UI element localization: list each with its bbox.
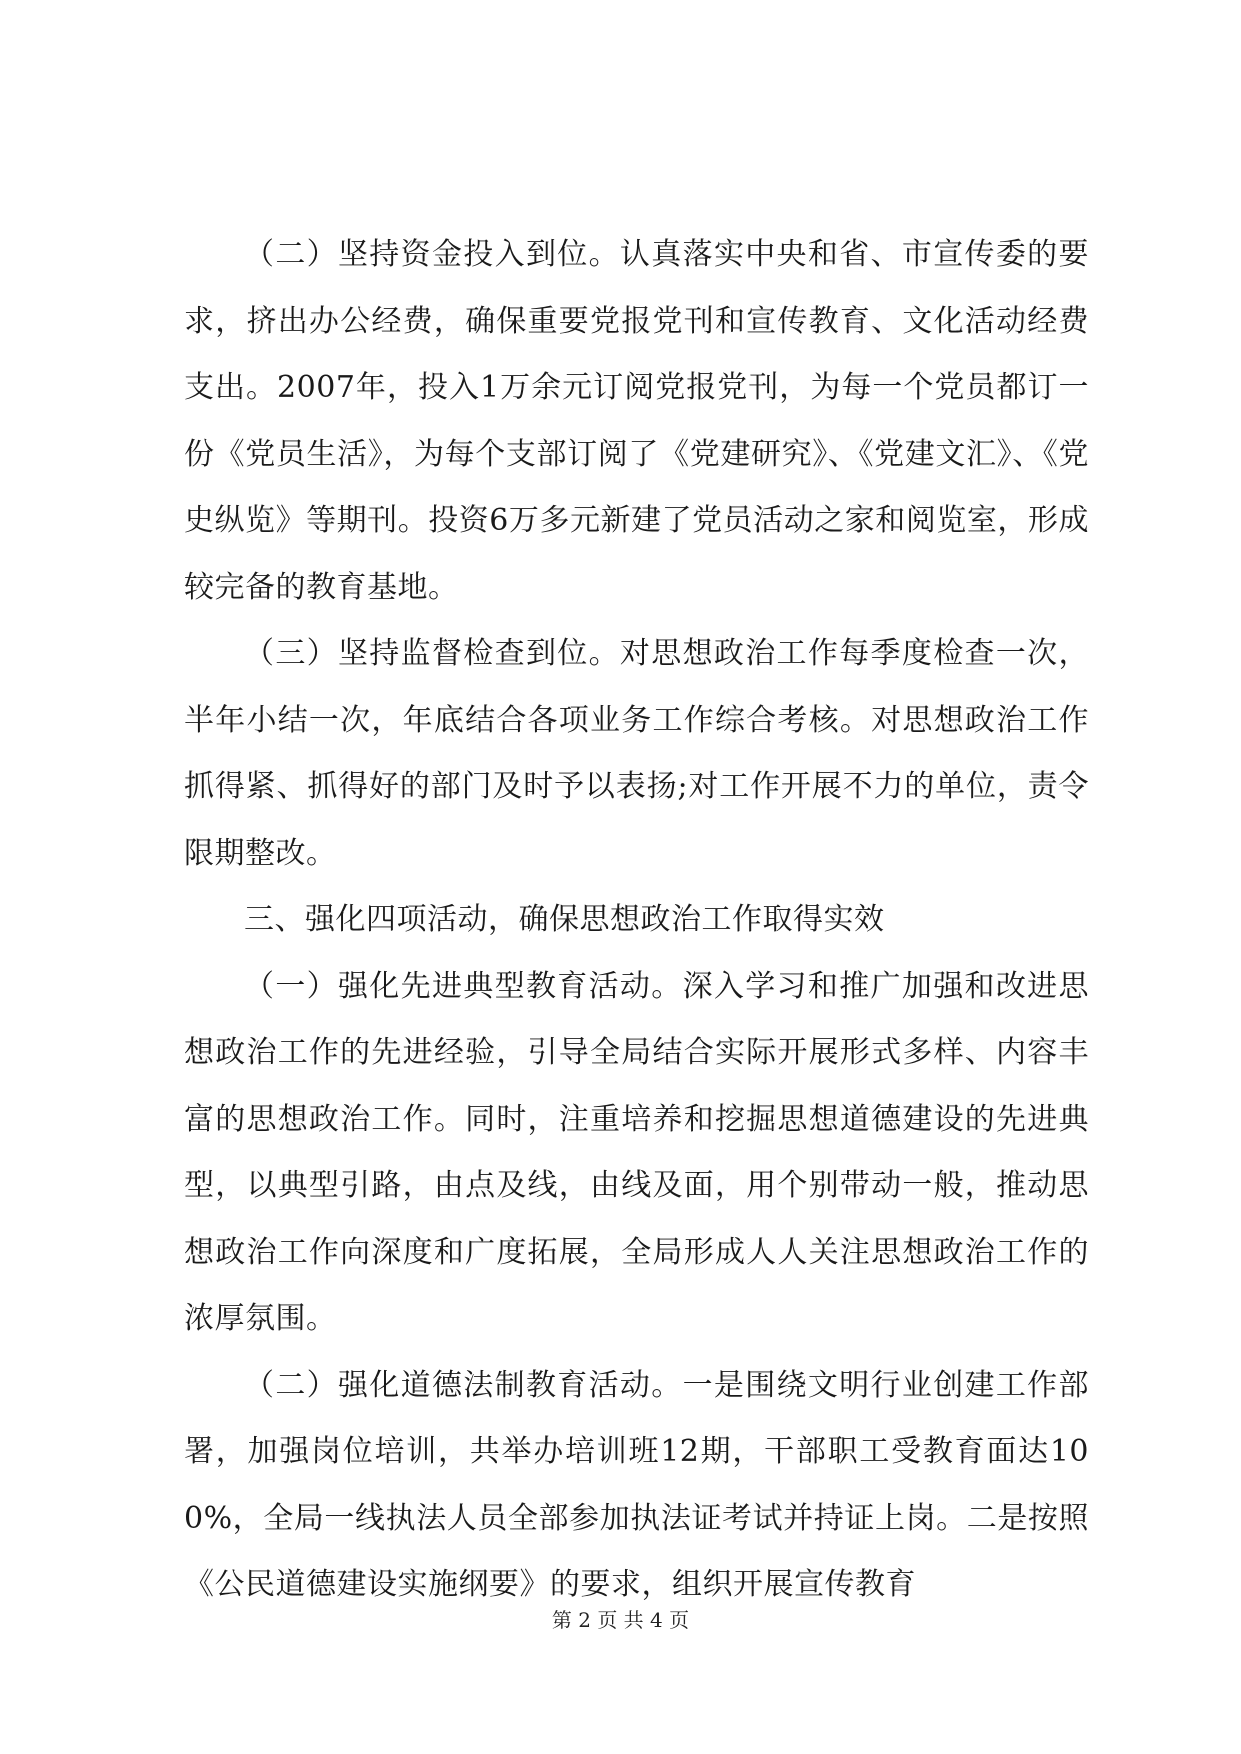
paragraph-ethics-law-education: （二）强化道德法制教育活动。一是围绕文明行业创建工作部署，加强岗位培训，共举办培训班12期，干部职工受教育面达100%，全局一线执法人员全部参加执法证考试并持证上岗。二是按照《公民道德建设实施纲要》的要求，组织开展宣传教育 (184, 1367, 1089, 1602)
paragraph-model-education: （一）强化先进典型教育活动。深入学习和推广加强和改进思想政治工作的先进经验，引导全局结合实际开展形式多样、内容丰富的思想政治工作。同时，注重培养和挖掘思想道德建设的先进典型，以典型引路，由点及线，由线及面，用个别带动一般，推动思想政治工作向深度和广度拓展，全局形成人人关注思想政治工作的浓厚氛围。 (184, 968, 1089, 1336)
document-body (184, 222, 1089, 1619)
section-heading-three: 三、强化四项活动，确保思想政治工作取得实效 (244, 902, 885, 937)
page-number-footer: 第 2 页 共 4 页 (551, 1608, 690, 1632)
paragraph-supervision: （三）坚持监督检查到位。对思想政治工作每季度检查一次，半年小结一次，年底结合各项业务工作综合考核。对思想政治工作抓得紧、抓得好的部门及时予以表扬;对工作开展不力的单位，责令限期整改。 (184, 636, 1089, 871)
paragraph-funding: （二）坚持资金投入到位。认真落实中央和省、市宣传委的要求，挤出办公经费，确保重要党报党刊和宣传教育、文化活动经费支出。2007年，投入1万余元订阅党报党刊，为每一个党员都订一份《党员生活》，为每个支部订阅了《党建研究》、《党建文汇》、《党史纵览》等期刊。投资6万多元新建了党员活动之家和阅览室，形成较完备的教育基地。 (184, 237, 1089, 605)
